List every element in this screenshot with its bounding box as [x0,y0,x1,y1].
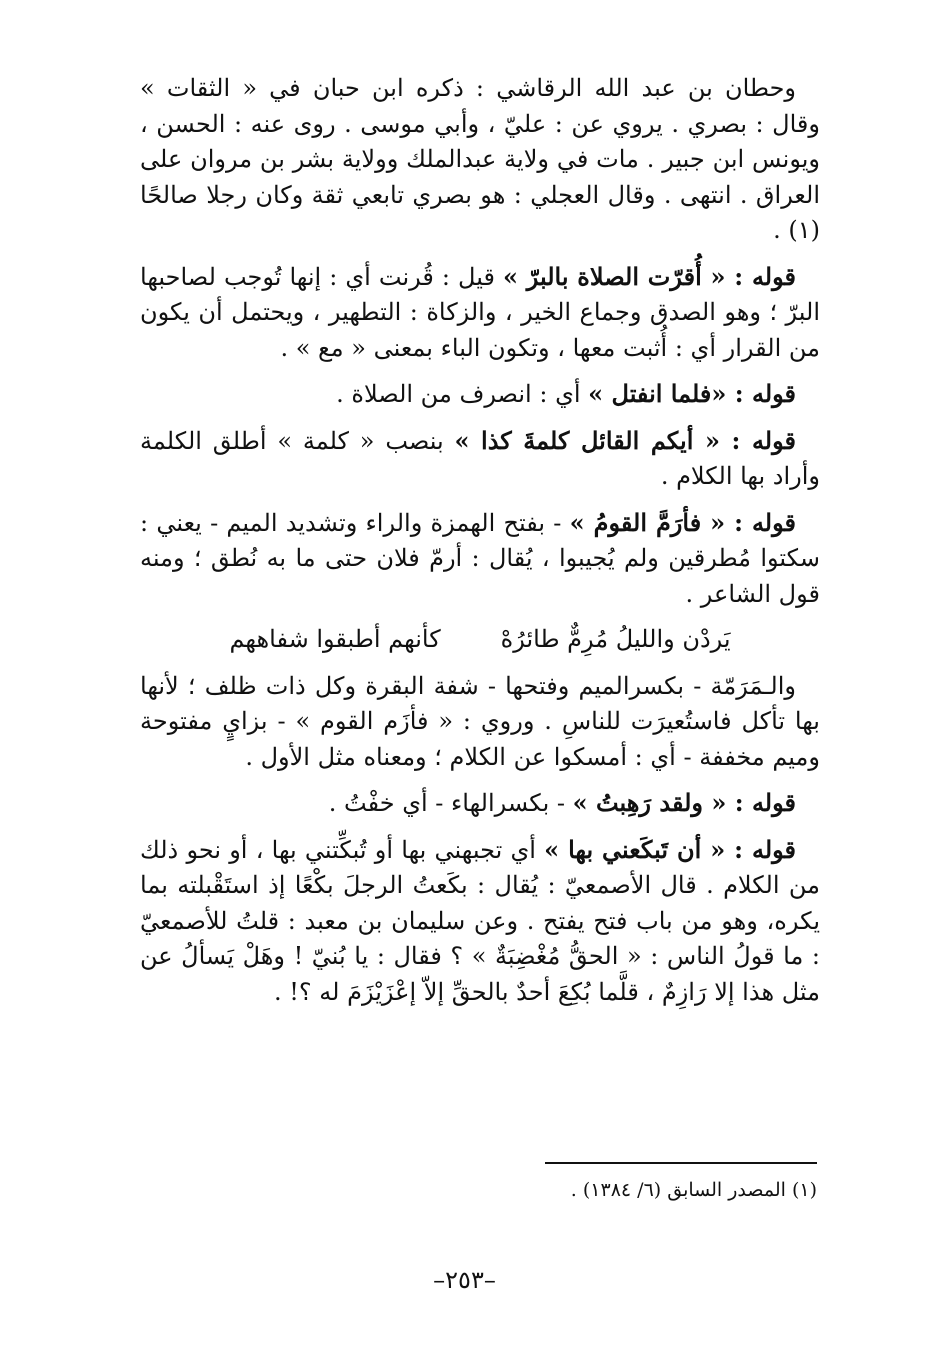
paragraph-text: أي : انصرف من الصلاة . [336,380,589,408]
paragraph-lead: قوله : « ولقد رَهِبتُ » [572,788,796,817]
paragraph-7 [140,785,820,822]
paragraph-lead: قوله : « أن تَبكَعني بها » [544,834,797,864]
footnote: (١) المصدر السابق (٦/ ١٣٨٤) . [570,1179,817,1201]
paragraph-text: - بفتح الهمزة والراء وتشديد الميم - يعني : سكتوا مُطرقين ولم يُجيبوا ، يُقال : أرمّ فلان حتى ما به نُطق ؛ ومنه قول الشاعر . [140,508,820,608]
paragraph-text: قيل : قُرنت أي : إنها تُوجب لصاحبها البرّ ؛ وهو الصدق وجماع الخير ، والزكاة : التطهير ، ويحتمل أن يكون من القرار أي : أُثبت معها ، وتكون الباء بمعنى « مع » . [140,262,821,362]
paragraph-4 [140,423,820,495]
verse-second-hemistich: كأنهم أطبقوا شفاههم [229,625,441,653]
paragraph-1 [140,70,820,249]
paragraph-text: - بكسرالهاء - أي خفْتُ . [328,789,573,817]
paragraph-lead: قوله : « أُقرّت الصلاة بالبرّ » [502,261,796,291]
paragraph-lead: قوله : «فلما انفتل » [588,379,796,408]
paragraph-text: أي تجبهني بها أو تُبكِّتني بها ، أو نحو ذلك من الكلام . قال الأصمعيّ : يُقال : بكَعتُ الرجلَ بكْعًا إذ استَقْبلته بما يكره، وهو من باب فتح يفتح . وعن سليمان بن معبد : قلتُ للأصمعيّ : ما قولُ الناس : « الحقُّ مُغْضِبَةٌ » ؟ فقال : يا بُنيّ ! وهَلْ يَسألُ عن مثل هذا إلا رَازِمٌ ، قلَّما بُكِعَ أحدٌ بالحقِّ إلاّ إعْزَيْزَمَ له ؟! . [140,835,820,1006]
paragraph-6 [140,668,820,776]
paragraph-lead: قوله : « أيكم القائل كلمةَ كذا » [454,425,796,455]
paragraph-8 [140,832,820,1011]
paragraph-text: وحطان بن عبد الله الرقاشي : ذكره ابن حبان في « الثقات » وقال : بصري . يروي عن : عليّ ، وأبي موسى . روى عنه : الحسن ، ويونس ابن جبير . مات في ولاية عبدالملك وولاية بشر بن مروان على العراق . انتهى . وقال العجلي : هو بصري تابعي ثقة وكان رجلا صالحًا (١) . [140,74,820,244]
paragraph-2 [140,259,820,367]
verse-first-hemistich: يَردْن والليلُ مُرِمٌّ طائرُهْ [500,625,731,653]
paragraph-3 [140,376,820,413]
paragraph-text: والـمَرَمّة - بكسرالميم وفتحها - شفة البقرة وكل ذات ظلف ؛ لأنها بها تأكل فاستُعيرَت للناسِ . وروي : « فأزَم القوم » - بزايٍ مفتوحة وميم مخففة - أي : أمسكوا عن الكلام ؛ ومعناه مثل الأول . [140,671,820,771]
footnote-divider [545,1162,817,1164]
page-number: –٢٥٣– [433,1266,496,1294]
paragraph-5 [140,505,820,613]
paragraph-text: بنصب « كلمة » أطلق الكلمة وأراد بها الكلام . [140,426,820,490]
paragraph-lead: قوله : « فأرَمَّ القومُ » [569,507,796,537]
page-body [140,70,820,1020]
poetry-verse [140,622,820,658]
